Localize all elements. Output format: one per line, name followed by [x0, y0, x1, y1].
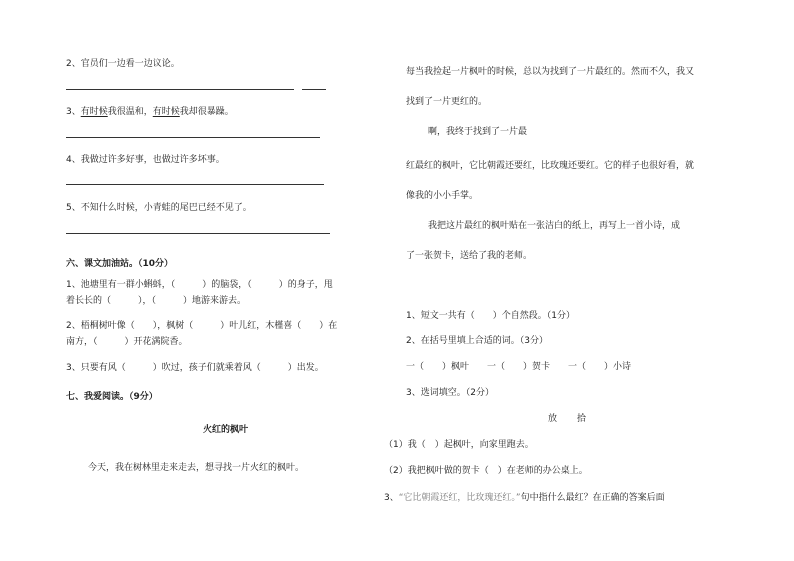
- reading-question-3-item-2: （2）我把枫叶做的贺卡（ ）在老师的办公桌上。: [384, 466, 588, 476]
- question-3-underlined-1: 有时候: [80, 107, 108, 117]
- reading-paragraph-2-line-2: 找到了一片更红的。: [406, 97, 488, 107]
- question-2-text: 2、官员们一边看一边议论。: [66, 59, 180, 69]
- reading-paragraph-4-line-2: 了一张贺卡，送给了我的老师。: [406, 251, 533, 261]
- question-3-prefix: 3、: [66, 107, 81, 117]
- reading-question-2: 2、在括号里填上合适的词。（3分）: [406, 336, 548, 346]
- question-3-mid-1: 我很温和，: [107, 107, 153, 117]
- section-6-item-3: 3、只要有风（ ）吹过，孩子们就乘着风（ ）出发。: [66, 363, 324, 373]
- section-6-item-2-line-1: 2、梧桐树叶像（ ），枫树（ ）叶儿红，木槿喜（ ）在: [66, 321, 338, 331]
- reading-paragraph-1: 今天，我在树林里走来走去，想寻找一片火红的枫叶。: [88, 463, 305, 473]
- question-3-underlined-2: 有时候: [152, 107, 180, 117]
- question-3-text: [66, 104, 234, 117]
- reading-question-4-prefix: 3、: [384, 493, 399, 503]
- reading-question-4: [384, 490, 665, 503]
- word-choice-1: 放: [548, 414, 558, 424]
- answer-line: [66, 233, 330, 234]
- reading-title: 火红的枫叶: [203, 425, 249, 435]
- section-6-item-1-line-1: 1、池塘里有一群小蝌蚪，（ ）的脑袋，（ ）的身子，甩: [66, 280, 333, 290]
- reading-question-3-item-1: （1）我（ ）起枫叶，向家里跑去。: [384, 440, 534, 450]
- reading-question-2-words: 一（ ）枫叶 一（ ）贺卡 一（ ）小诗: [406, 362, 632, 372]
- reading-question-4-text: 句中指什么最红？在正确的答案后面: [520, 493, 665, 503]
- reading-paragraph-4-line-1: 我把这片最红的枫叶贴在一张洁白的纸上，再写上一首小诗，成: [428, 221, 681, 231]
- section-6-heading: 六、课文加油站。（10分）: [66, 259, 174, 269]
- answer-line: [66, 89, 294, 90]
- section-6-item-1-line-2: 着长长的（ ），（ ）地游来游去。: [66, 296, 247, 306]
- reading-question-3: 3、选词填空。（2分）: [406, 388, 494, 398]
- question-4-text: 4、我做过许多好事，也做过许多坏事。: [66, 155, 225, 165]
- reading-paragraph-3-line-2: 红最红的枫叶，它比朝霞还要红，比玫瑰还要红。它的样子也很好看，就: [406, 161, 695, 171]
- reading-question-4-quote: “它比朝霞还红，比玫瑰还红。”: [398, 493, 521, 503]
- word-choice-2: 拾: [577, 414, 587, 424]
- answer-line: [302, 89, 326, 90]
- reading-paragraph-3-line-3: 像我的小小手掌。: [406, 191, 479, 201]
- section-6-item-2-line-2: 南方，（ ）开花满院香。: [66, 337, 188, 347]
- reading-paragraph-3-line-1: 啊，我终于找到了一片最: [428, 127, 528, 137]
- question-5-text: 5、不知什么时候，小青蛙的尾巴已经不见了。: [66, 203, 252, 213]
- section-7-heading: 七、我爱阅读。（9分）: [66, 392, 158, 402]
- answer-line: [66, 137, 320, 138]
- answer-line: [66, 184, 324, 185]
- reading-paragraph-2-line-1: 每当我捡起一片枫叶的时候，总以为找到了一片最红的。然而不久，我又: [406, 67, 695, 77]
- question-3-mid-2: 我却很暴躁。: [179, 107, 234, 117]
- reading-question-1: 1、短文一共有（ ）个自然段。（1分）: [406, 311, 575, 321]
